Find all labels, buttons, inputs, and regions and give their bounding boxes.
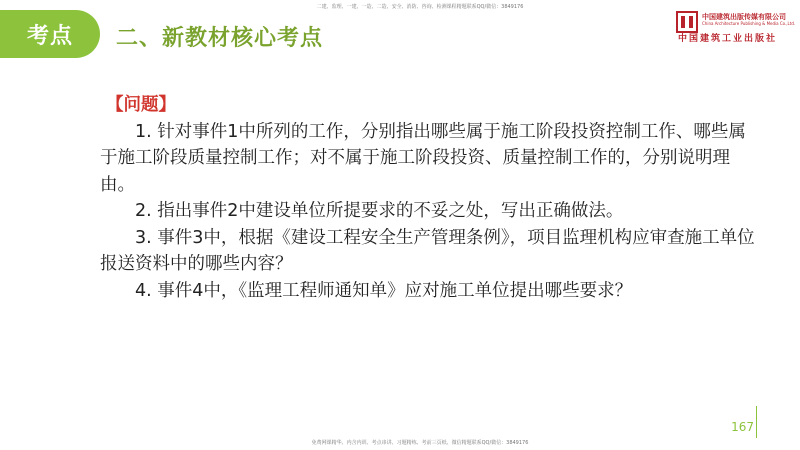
section-badge-label: 考点 xyxy=(26,23,73,49)
question-block xyxy=(100,92,760,304)
slide-heading: 二、新教材核心考点 xyxy=(116,26,324,51)
question-item: 1. 针对事件1中所列的工作，分别指出哪些属于施工阶段投资控制工作、哪些属于施工阶段质量控制工作；对不属于施工阶段投资、质量控制工作的，分别说明理由。 xyxy=(100,121,746,195)
publisher-logo xyxy=(676,9,796,44)
bottom-watermark-note: 免费网课精华、内含内训、考点串讲、习题精练、考前三页纸、微信精题联系QQ/微信：3849176 xyxy=(311,440,529,446)
section-badge xyxy=(0,10,100,58)
question-item: 4. 事件4中，《监理工程师通知单》应对施工单位提出哪些要求？ xyxy=(135,280,633,301)
top-watermark-note: 二建、监理、一建、一造、二造、安全、消防、咨询、检测课程精题联系QQ/微信：3849176 xyxy=(316,4,524,10)
question-title: 【问题】 xyxy=(106,95,176,115)
publisher-calligraphy: 中国建筑工业出版社 xyxy=(678,34,778,44)
question-item: 3. 事件3中，根据《建设工程安全生产管理条例》，项目监理机构应审查施工单位报送资料中的哪些内容？ xyxy=(100,227,755,274)
publisher-logo-icon xyxy=(676,11,698,33)
question-item: 2. 指出事件2中建设单位所提要求的不妥之处，写出正确做法。 xyxy=(135,201,624,221)
page-number-divider xyxy=(756,406,757,438)
page-number: 167 xyxy=(731,420,754,434)
publisher-name-cn: 中国建筑出版传媒有限公司 xyxy=(702,13,786,21)
publisher-name-en: China Architecture Publishing & Media Co.,Ltd. xyxy=(702,21,796,26)
